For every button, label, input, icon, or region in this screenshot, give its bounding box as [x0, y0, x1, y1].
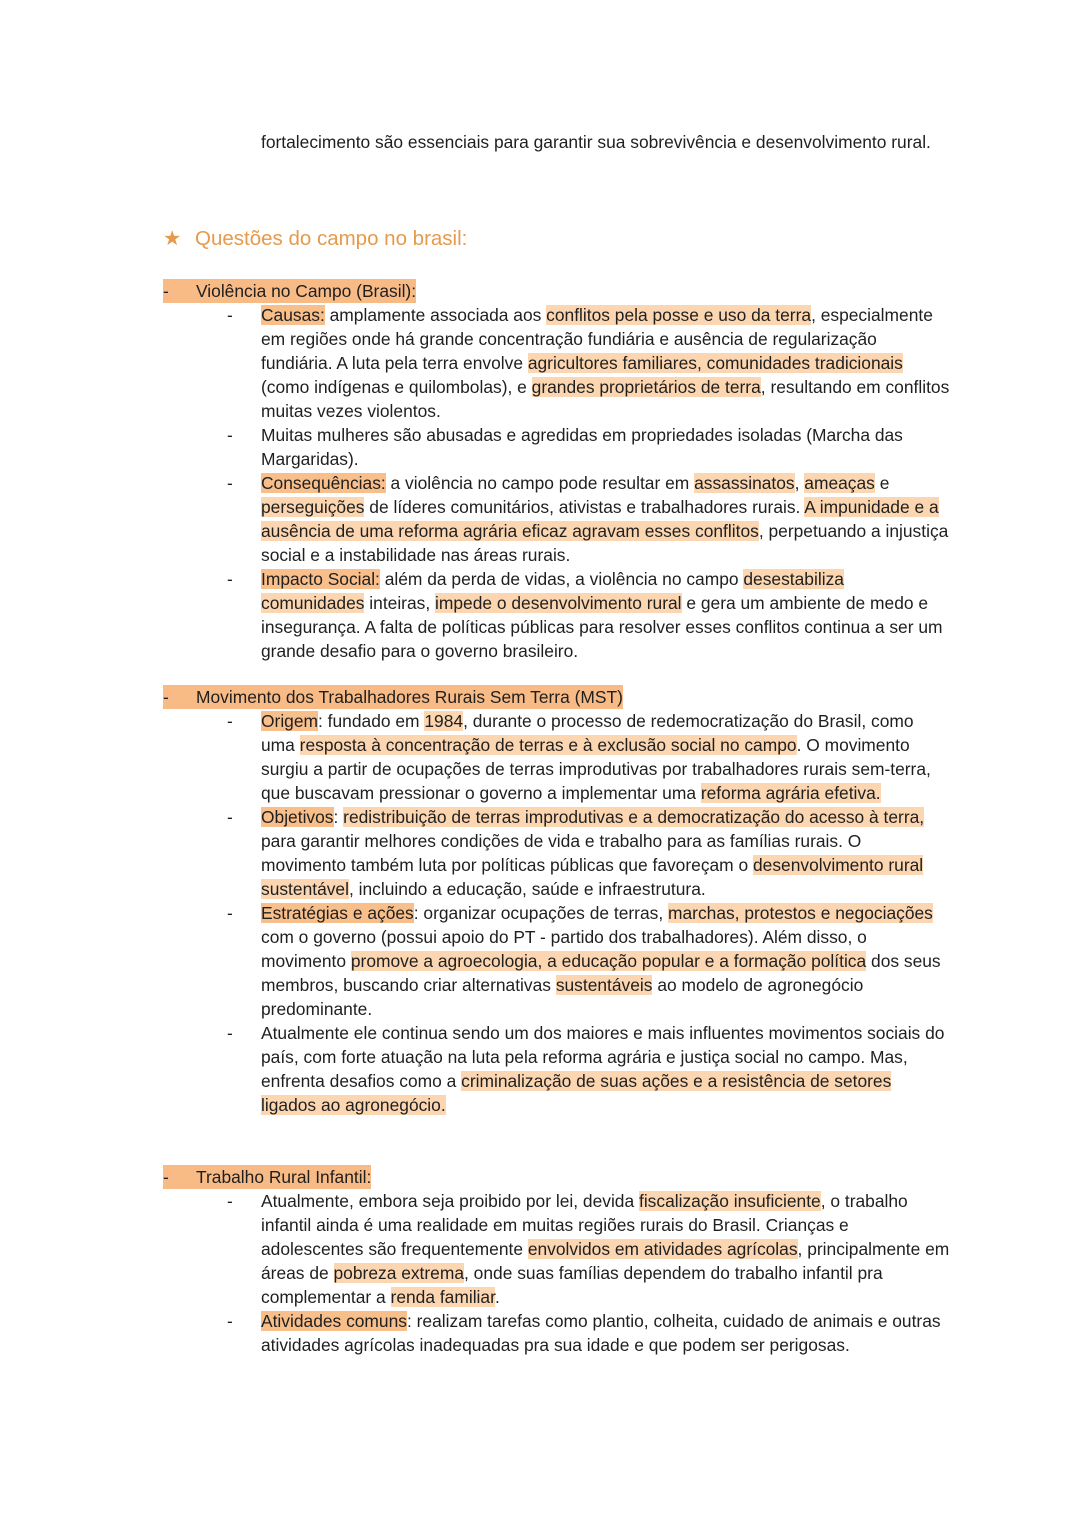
topic-heading — [163, 1165, 963, 1189]
highlighted-text: reforma agrária efetiva. — [700, 783, 881, 803]
star-icon: ★ — [163, 227, 182, 250]
highlighted-label: Causas: — [261, 305, 325, 325]
text-segment: , durante o processo de redemocratização do Brasil, como uma — [261, 711, 914, 755]
bullet-dash: - — [227, 903, 233, 923]
topic-heading — [163, 685, 963, 709]
highlighted-text: conflitos pela posse e uso da terra — [546, 305, 812, 325]
bullet-dash: - — [227, 1311, 233, 1331]
highlighted-text: criminalização de suas ações e a resistência de setores ligados ao agronegócio. — [261, 1071, 892, 1115]
text-segment: (como indígenas e quilombolas), e — [261, 377, 532, 397]
topic-heading — [163, 279, 963, 303]
highlighted-text: fiscalização insuficiente — [638, 1191, 821, 1211]
list-item-text — [261, 1189, 951, 1309]
highlighted-label: Impacto Social: — [261, 569, 380, 589]
bullet-dash: - — [163, 279, 196, 303]
text-segment: , especialmente em regiões onde há grande concentração fundiária e ausência de regularização fundiária. A luta pela terra envolve — [261, 305, 933, 373]
highlighted-label: Objetivos — [261, 807, 334, 827]
list-item-text — [261, 1021, 951, 1117]
highlighted-text: ameaças — [804, 473, 875, 493]
list-item — [227, 423, 963, 471]
bullet-dash: - — [227, 711, 233, 731]
bullet-dash: - — [163, 685, 196, 709]
list-item — [227, 471, 963, 567]
bullet-dash: - — [227, 425, 233, 445]
highlighted-label: Atividades comuns — [261, 1311, 407, 1331]
text-segment: e — [874, 473, 890, 493]
list-item-text — [261, 1309, 951, 1357]
bullet-dash: - — [227, 569, 233, 589]
text-segment: : fundado em — [318, 711, 425, 731]
highlighted-text: envolvidos em atividades agrícolas — [527, 1239, 798, 1259]
text-segment: Atualmente, embora seja proibido por lei, devida — [261, 1191, 639, 1211]
highlighted-label: Origem — [261, 711, 319, 731]
text-segment: Atualmente ele continua sendo um dos maiores e mais influentes movimentos sociais do país, com forte atuação na luta pela reforma agrária e justiça social no campo. Mas, enfrenta desafios como a — [261, 1023, 945, 1091]
list-item — [227, 709, 963, 805]
bullet-dash: - — [227, 1191, 233, 1211]
text-segment: amplamente associada aos — [324, 305, 547, 325]
highlighted-label: Consequências: — [261, 473, 386, 493]
highlighted-text: resposta à concentração de terras e à exclusão social no campo — [299, 735, 797, 755]
highlighted-text: perseguições — [261, 497, 365, 517]
highlighted-text: marchas, protestos e negociações — [668, 903, 933, 923]
highlighted-text: assassinatos — [694, 473, 795, 493]
topic-section — [163, 279, 963, 663]
text-segment: Muitas mulheres são abusadas e agredidas em propriedades isoladas (Marcha das Margaridas). — [261, 425, 903, 469]
text-segment: para garantir melhores condições de vida e trabalho para as famílias rurais. O movimento também luta por políticas públicas que favoreçam o — [261, 831, 862, 875]
text-segment: , incluindo a educação, saúde e infraestrutura. — [348, 879, 706, 899]
topic-heading-text: Trabalho Rural Infantil: — [196, 1167, 372, 1187]
list-item — [227, 1021, 963, 1117]
highlighted-text: pobreza extrema — [333, 1263, 465, 1283]
text-segment: , onde suas famílias dependem do trabalho infantil pra complementar a — [261, 1263, 883, 1307]
list-item — [227, 567, 963, 663]
text-segment: : realizam tarefas como plantio, colheita, cuidado de animais e outras atividades agrícolas inadequadas pra sua idade e que podem ser perigosas. — [261, 1311, 941, 1355]
highlighted-text: desenvolvimento rural sustentável — [261, 855, 924, 899]
text-segment: . — [494, 1287, 500, 1307]
bullet-dash: - — [227, 473, 233, 493]
list-item-text — [261, 901, 951, 1021]
section-title — [163, 226, 467, 251]
list-item — [227, 805, 963, 901]
text-segment: : organizar ocupações de terras, — [413, 903, 668, 923]
text-segment: , principalmente em áreas de — [261, 1239, 950, 1283]
section-title-text: Questões do campo no brasil: — [195, 227, 468, 250]
bullet-dash: - — [163, 1165, 196, 1189]
intro-paragraph: fortalecimento são essenciais para garantir sua sobrevivência e desenvolvimento rural. — [261, 132, 931, 152]
text-segment: dos seus membros, buscando criar alternativas — [261, 951, 941, 995]
highlighted-text: desestabiliza comunidades — [261, 569, 844, 613]
text-segment: de líderes comunitários, ativistas e trabalhadores rurais. — [364, 497, 805, 517]
topic-section — [163, 1165, 963, 1357]
list-item — [227, 901, 963, 1021]
topic-heading-text: Movimento dos Trabalhadores Rurais Sem Terra (MST) — [196, 687, 623, 707]
text-segment: ao modelo de agronegócio predominante. — [261, 975, 864, 1019]
text-segment: inteiras, — [364, 593, 436, 613]
text-segment: , — [794, 473, 805, 493]
text-segment: e gera um ambiente de medo e insegurança. A falta de políticas públicas para resolver esses conflitos continua a ser um grande desafio para o governo brasileiro. — [261, 593, 943, 661]
highlighted-text: agricultores familiares, comunidades tradicionais — [527, 353, 903, 373]
text-segment: : — [333, 807, 344, 827]
list-item-text — [261, 471, 951, 567]
list-item — [227, 303, 963, 423]
text-segment: , o trabalho infantil ainda é uma realidade em muitas regiões rurais do Brasil. Crianças e adolescentes são frequentemente — [261, 1191, 908, 1259]
list-item-text — [261, 709, 951, 805]
highlighted-text: promove a agroecologia, a educação popular e a formação política — [350, 951, 867, 971]
highlighted-text: impede o desenvolvimento rural — [435, 593, 682, 613]
list-item-text — [261, 567, 951, 663]
highlighted-text: renda familiar — [390, 1287, 495, 1307]
highlighted-label: Estratégias e ações — [261, 903, 414, 923]
list-item-text — [261, 303, 951, 423]
list-item-text — [261, 805, 951, 901]
topic-heading-text: Violência no Campo (Brasil): — [196, 281, 417, 301]
list-item — [227, 1309, 963, 1357]
highlighted-text: grandes proprietários de terra — [531, 377, 761, 397]
list-item-text — [261, 423, 951, 471]
text-segment: além da perda de vidas, a violência no campo — [379, 569, 744, 589]
highlighted-text: A impunidade e a ausência de uma reforma agrária eficaz agravam esses conflitos — [261, 497, 939, 541]
list-item — [227, 1189, 963, 1309]
bullet-dash: - — [227, 1023, 233, 1043]
bullet-dash: - — [227, 305, 233, 325]
text-segment: , resultando em conflitos muitas vezes violentos. — [261, 377, 950, 421]
highlighted-text: redistribuição de terras improdutivas e a democratização do acesso à terra, — [343, 807, 925, 827]
text-segment: com o governo (possui apoio do PT - partido dos trabalhadores). Além disso, o movimento — [261, 927, 867, 971]
highlighted-text: sustentáveis — [555, 975, 653, 995]
bullet-dash: - — [227, 807, 233, 827]
highlighted-text: 1984 — [424, 711, 464, 731]
text-segment: a violência no campo pode resultar em — [385, 473, 695, 493]
text-segment: , perpetuando a injustiça social e a instabilidade nas áreas rurais. — [261, 521, 949, 565]
text-segment: . O movimento surgiu a partir de ocupações de terras improdutivas por trabalhadores rurais sem-terra, que buscavam pressionar o governo a implementar uma — [261, 735, 931, 803]
topic-section — [163, 685, 963, 1117]
